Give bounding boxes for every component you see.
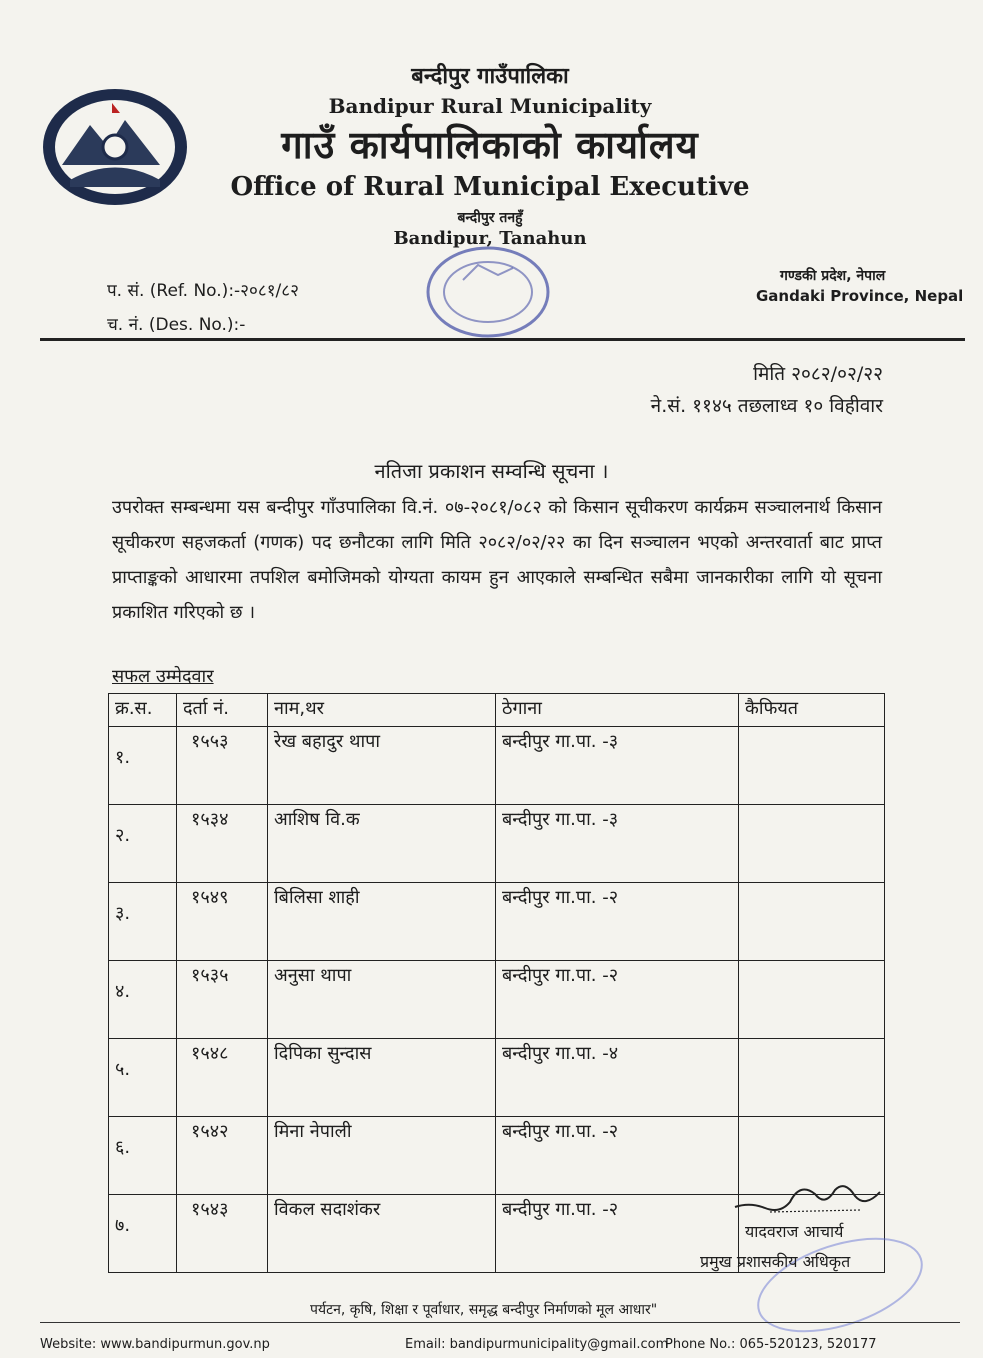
table-row [109,805,885,883]
name-cell: आशिष वि.क [268,805,496,883]
office-stamp [418,240,558,345]
name-cell: अनुसा थापा [268,961,496,1039]
reference-number: प. सं. (Ref. No.):-२०८१/८२ [107,281,299,301]
name-cell: बिलिसा शाही [268,883,496,961]
serial-cell: ७. [109,1195,177,1273]
serial-cell: १. [109,727,177,805]
nepal-sambat-date: ने.सं. ११४५ तछलाध्व १० विहीवार [650,395,883,417]
remarks-cell [739,1039,885,1117]
address-nepali: बन्दीपुर तनहुँ [457,210,523,226]
signatory-name: यादवराज आचार्य [745,1222,844,1241]
registration-cell: १५४८ [177,1039,268,1117]
col-serial-header: क्र.स. [109,694,177,727]
serial-cell: ४. [109,961,177,1039]
address-cell: बन्दीपुर गा.पा. -२ [496,1195,739,1273]
serial-cell: ३. [109,883,177,961]
footer-email[interactable]: Email: bandipurmunicipality@gmail.com [405,1337,669,1352]
registration-cell: १५४९ [177,883,268,961]
footer-divider [40,1322,960,1323]
registration-cell: १५४३ [177,1195,268,1273]
office-name-nepali: गाउँ कार्यपालिकाको कार्यालय [281,123,699,167]
table-row [109,1039,885,1117]
header-divider [40,338,965,341]
notice-body: उपरोक्त सम्बन्धमा यस बन्दीपुर गाँउपालिका वि.नं. ०७-२०८१/०८२ को किसान सूचीकरण कार्यक्रम सञ्चालनार्थ किसान सूचीकरण सहजकर्ता (गणक) पद छनौटका लागि मिति २०८२/०२/२२ का दिन सञ्चालन भएको अन्तरवार्ता बाट प्राप्त प्राप्ताङ्कको आधारमा तपशिल बमोजिमको योग्यता कायम हुन आएकाले सम्बन्धित सबैमा जानकारीका लागि यो सूचना प्रकाशित गरिएको छ । [112,497,882,623]
notice-title: नतिजा प्रकाशन सम्वन्धि सूचना । [374,459,609,483]
name-cell: मिना नेपाली [268,1117,496,1195]
name-cell: रेख बहादुर थापा [268,727,496,805]
serial-cell: ६. [109,1117,177,1195]
municipality-emblem-logo [40,85,190,210]
footer-slogan: पर्यटन, कृषि, शिक्षा र पूर्वाधार, समृद्ध बन्दीपुर निर्माणको मूल आधार" [310,1302,658,1318]
table-row [109,883,885,961]
col-registration-header: दर्ता नं. [177,694,268,727]
address-cell: बन्दीपुर गा.पा. -४ [496,1039,739,1117]
address-cell: बन्दीपुर गा.पा. -२ [496,883,739,961]
footer-phone: Phone No.: 065-520123, 520177 [665,1337,877,1352]
address-english: Bandipur, Tanahun [393,228,587,249]
table-header-row [109,694,885,727]
col-name-header: नाम,थर [268,694,496,727]
province-english: Gandaki Province, Nepal [756,287,964,305]
address-cell: बन्दीपुर गा.पा. -३ [496,805,739,883]
handwritten-signature [730,1172,890,1222]
address-cell: बन्दीपुर गा.पा. -२ [496,1117,739,1195]
municipality-name-english: Bandipur Rural Municipality [328,94,652,118]
serial-cell: २. [109,805,177,883]
name-cell: विकल सदाशंकर [268,1195,496,1273]
name-cell: दिपिका सुन्दास [268,1039,496,1117]
dispatch-number: च. नं. (Des. No.):- [107,315,246,335]
serial-cell: ५. [109,1039,177,1117]
registration-cell: १५३४ [177,805,268,883]
office-name-english: Office of Rural Municipal Executive [230,172,750,202]
table-row [109,961,885,1039]
col-address-header: ठेगाना [496,694,739,727]
signatory-title: प्रमुख प्रशासकीय अधिकृत [700,1252,851,1271]
registration-cell: १५४२ [177,1117,268,1195]
remarks-cell [739,727,885,805]
address-cell: बन्दीपुर गा.पा. -३ [496,727,739,805]
registration-cell: १५३५ [177,961,268,1039]
officer-stamp [730,1230,930,1340]
registration-cell: १५५३ [177,727,268,805]
notice-date: मिति २०८२/०२/२२ [753,363,883,385]
col-remarks-header: कैफियत [739,694,885,727]
remarks-cell [739,883,885,961]
address-cell: बन्दीपुर गा.पा. -२ [496,961,739,1039]
municipality-name-nepali: बन्दीपुर गाउँपालिका [411,64,569,89]
successful-candidates-heading: सफल उम्मेदवार [112,666,214,687]
province-nepali: गण्डकी प्रदेश, नेपाल [780,268,886,284]
remarks-cell [739,805,885,883]
footer-website[interactable]: Website: www.bandipurmun.gov.np [40,1337,270,1352]
table-row [109,727,885,805]
remarks-cell [739,961,885,1039]
